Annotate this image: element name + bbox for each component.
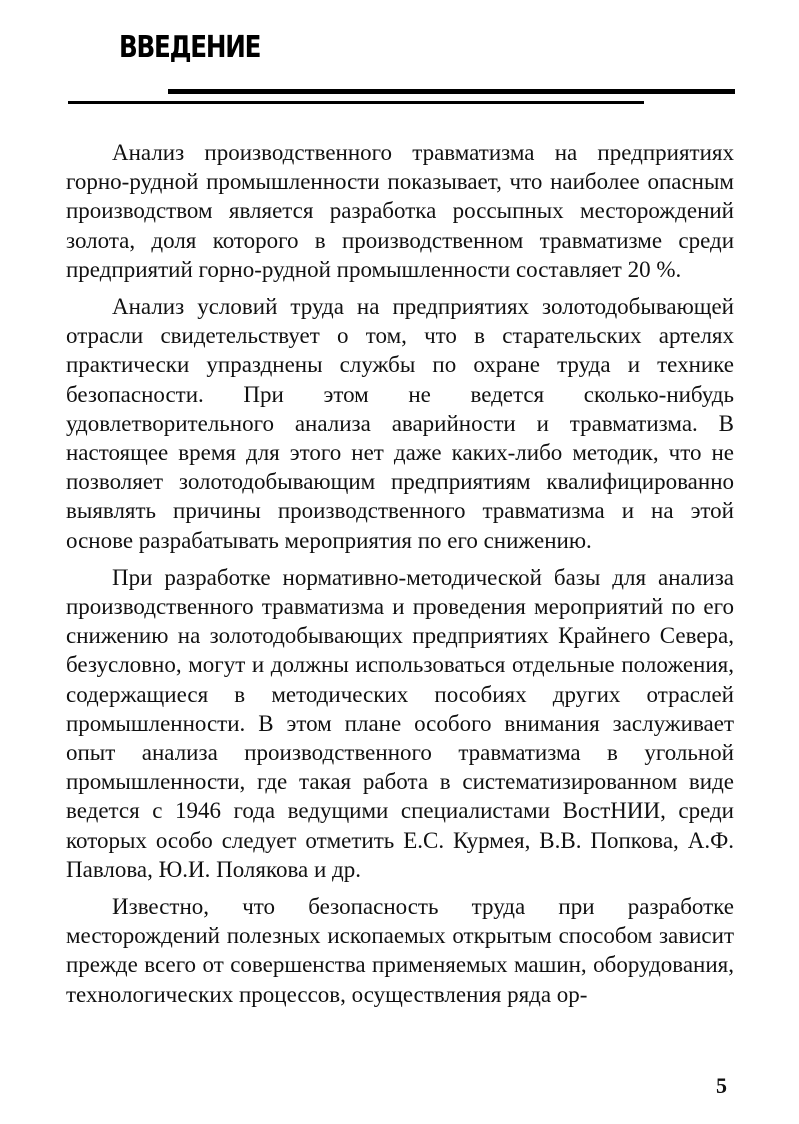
heading-rule-bottom bbox=[68, 101, 644, 104]
heading-rule-top bbox=[168, 89, 735, 94]
body-text bbox=[66, 138, 734, 1017]
paragraph-2: Анализ условий труда на предприятиях золотодобывающей отрасли свидетельствует о том, что в старательских артелях практически упразднены службы по охране труда и технике безопасности. При этом не ведется сколько-нибудь удовлетворительного анализа аварийности и травматизма. В настоящее время для этого нет даже каких-либо методик, что не позволяет золотодобывающим предприятиям квалифицированно выявлять причины производственного травматизма и на этой основе разрабатывать мероприятия по его снижению. bbox=[66, 294, 734, 553]
paragraph-1: Анализ производственного травматизма на предприятиях горно-рудной промышленности показывает, что наиболее опасным производством является разработка россыпных месторождений золота, доля которого в производственном травматизме среди предприятий горно-рудной промышленности составляет 20 %. bbox=[66, 140, 734, 282]
page-number: 5 bbox=[716, 1073, 727, 1098]
paragraph-3: При разработке нормативно-методической базы для анализа производственного травматизма и проведения мероприятий по его снижению на золотодобывающих предприятиях Крайнего Севера, безусловно, могут и должны использоваться отдельные положения, содержащиеся в методических пособиях других отраслей промышленности. В этом плане особого внимания заслуживает опыт анализа производственного травматизма в угольной промышленности, где такая работа в систематизированном виде ведется с 1946 года ведущими специалистами ВостНИИ, среди которых особо следует отметить Е.С. Курмея, В.В. Попкова, А.Ф. Павлова, Ю.И. Полякова и др. bbox=[66, 564, 734, 882]
section-heading: ВВЕДЕНИЕ bbox=[119, 30, 261, 65]
paragraph-4: Известно, что безопасность труда при разработке месторождений полезных ископаемых открытым способом зависит прежде всего от совершенства применяемых машин, оборудования, технологических процессов, осуществления ряда ор- bbox=[66, 894, 734, 1007]
